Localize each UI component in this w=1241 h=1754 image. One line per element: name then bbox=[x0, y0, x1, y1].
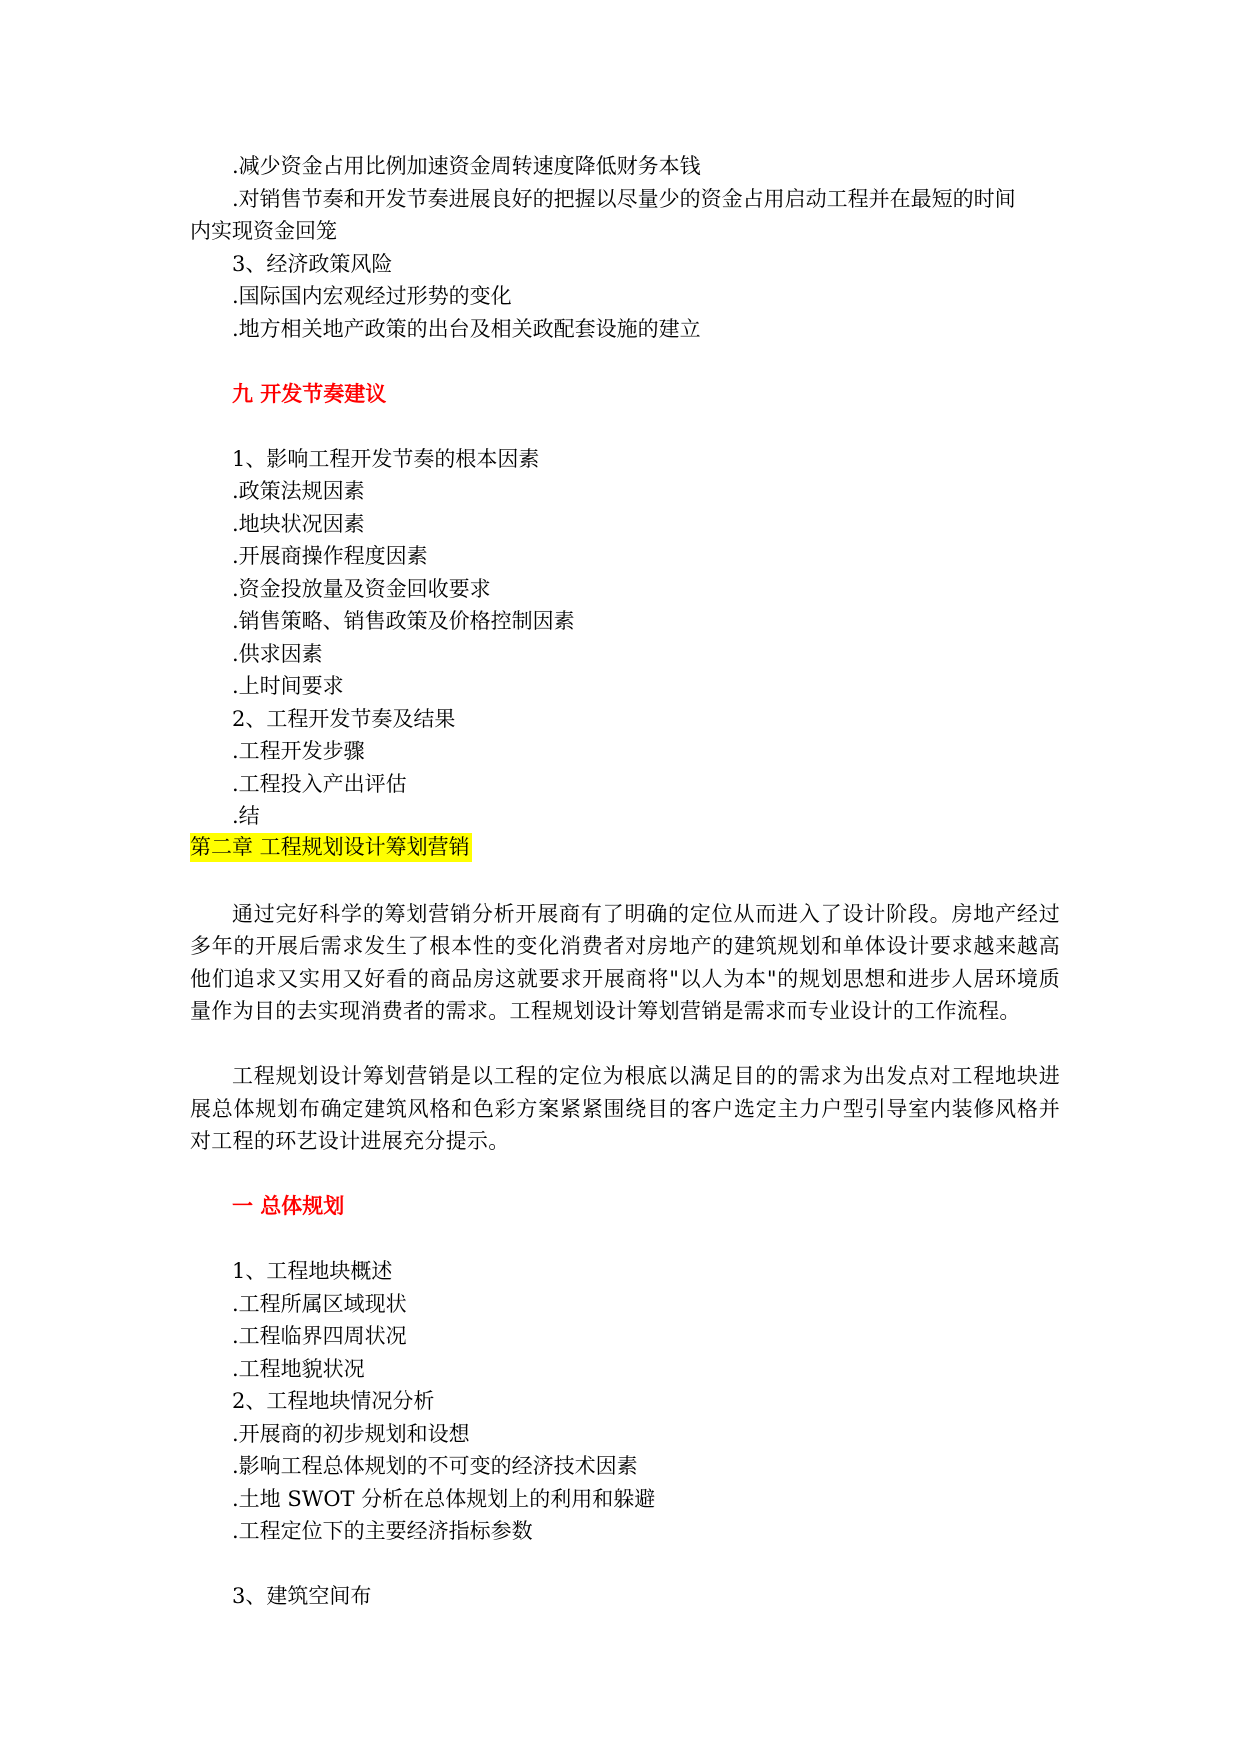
list-item: 3、建筑空间布 bbox=[232, 1584, 372, 1608]
list-item: 2、工程开发节奏及结果 bbox=[232, 706, 456, 731]
list-item-continuation: 内实现资金回笼 bbox=[190, 219, 337, 243]
document-page bbox=[190, 150, 1060, 1613]
spacer bbox=[190, 1028, 1060, 1061]
spacer bbox=[190, 1548, 1060, 1581]
list-item: .政策法规因素 bbox=[232, 479, 365, 503]
list-item: .资金投放量及资金回收要求 bbox=[232, 576, 491, 601]
spacer bbox=[190, 1223, 1060, 1256]
list-item: .工程投入产出评估 bbox=[232, 771, 407, 796]
list-item: .减少资金占用比例加速资金周转速度降低财务本钱 bbox=[232, 154, 701, 178]
list-item: 1、影响工程开发节奏的根本因素 bbox=[232, 446, 540, 471]
list-item: .对销售节奏和开发节奏进展良好的把握以尽量少的资金占用启动工程并在最短的时间 bbox=[232, 186, 1016, 211]
list-item: .国际国内宏观经过形势的变化 bbox=[232, 284, 512, 308]
list-item: .工程所属区域现状 bbox=[232, 1291, 407, 1316]
spacer bbox=[190, 865, 1060, 898]
paragraph: 工程规划设计筹划营销是以工程的定位为根底以满足目的的需求为出发点对工程地块进展总体规划布确定建筑风格和色彩方案紧紧围绕目的客户选定主力户型引导室内装修风格并对工程的环艺设计进展充分提示。 bbox=[190, 1064, 1060, 1153]
chapter-title bbox=[190, 833, 1060, 866]
list-item: .供求因素 bbox=[232, 641, 323, 666]
list-item: 2、工程地块情况分析 bbox=[232, 1389, 435, 1413]
spacer bbox=[190, 1158, 1060, 1191]
list-item: .工程临界四周状况 bbox=[232, 1324, 407, 1348]
list-item: .销售策略、销售政策及价格控制因素 bbox=[232, 609, 575, 633]
list-item: 3、经济政策风险 bbox=[232, 251, 393, 276]
spacer bbox=[190, 345, 1060, 378]
list-item: .开展商的初步规划和设想 bbox=[232, 1421, 470, 1446]
list-item: .土地 SWOT 分析在总体规划上的利用和躲避 bbox=[232, 1486, 656, 1511]
list-item: .地方相关地产政策的出台及相关政配套设施的建立 bbox=[232, 316, 701, 341]
chapter-title-highlight: 第二章 工程规划设计筹划营销 bbox=[190, 833, 472, 862]
list-item: 1、工程地块概述 bbox=[232, 1259, 393, 1283]
list-item: .开展商操作程度因素 bbox=[232, 544, 428, 568]
list-item: .工程定位下的主要经济指标参数 bbox=[232, 1519, 533, 1543]
list-item: .工程地貌状况 bbox=[232, 1356, 365, 1381]
list-item: .影响工程总体规划的不可变的经济技术因素 bbox=[232, 1454, 638, 1478]
section-heading-nine: 九 开发节奏建议 bbox=[232, 381, 387, 406]
list-item: .上时间要求 bbox=[232, 674, 344, 698]
section-heading-one: 一 总体规划 bbox=[232, 1194, 345, 1218]
spacer bbox=[190, 410, 1060, 443]
list-item: .地块状况因素 bbox=[232, 511, 365, 536]
paragraph: 通过完好科学的筹划营销分析开展商有了明确的定位从而进入了设计阶段。房地产经过多年的开展后需求发生了根本性的变化消费者对房地产的建筑规划和单体设计要求越来越高他们追求又实用又好看的商品房这就要求开展商将"以人为本"的规划思想和进步人居环境质量作为目的去实现消费者的需求。工程规划设计筹划营销是需求而专业设计的工作流程。 bbox=[190, 901, 1060, 1023]
list-item: .工程开发步骤 bbox=[232, 739, 365, 763]
list-item: .结 bbox=[232, 804, 260, 828]
